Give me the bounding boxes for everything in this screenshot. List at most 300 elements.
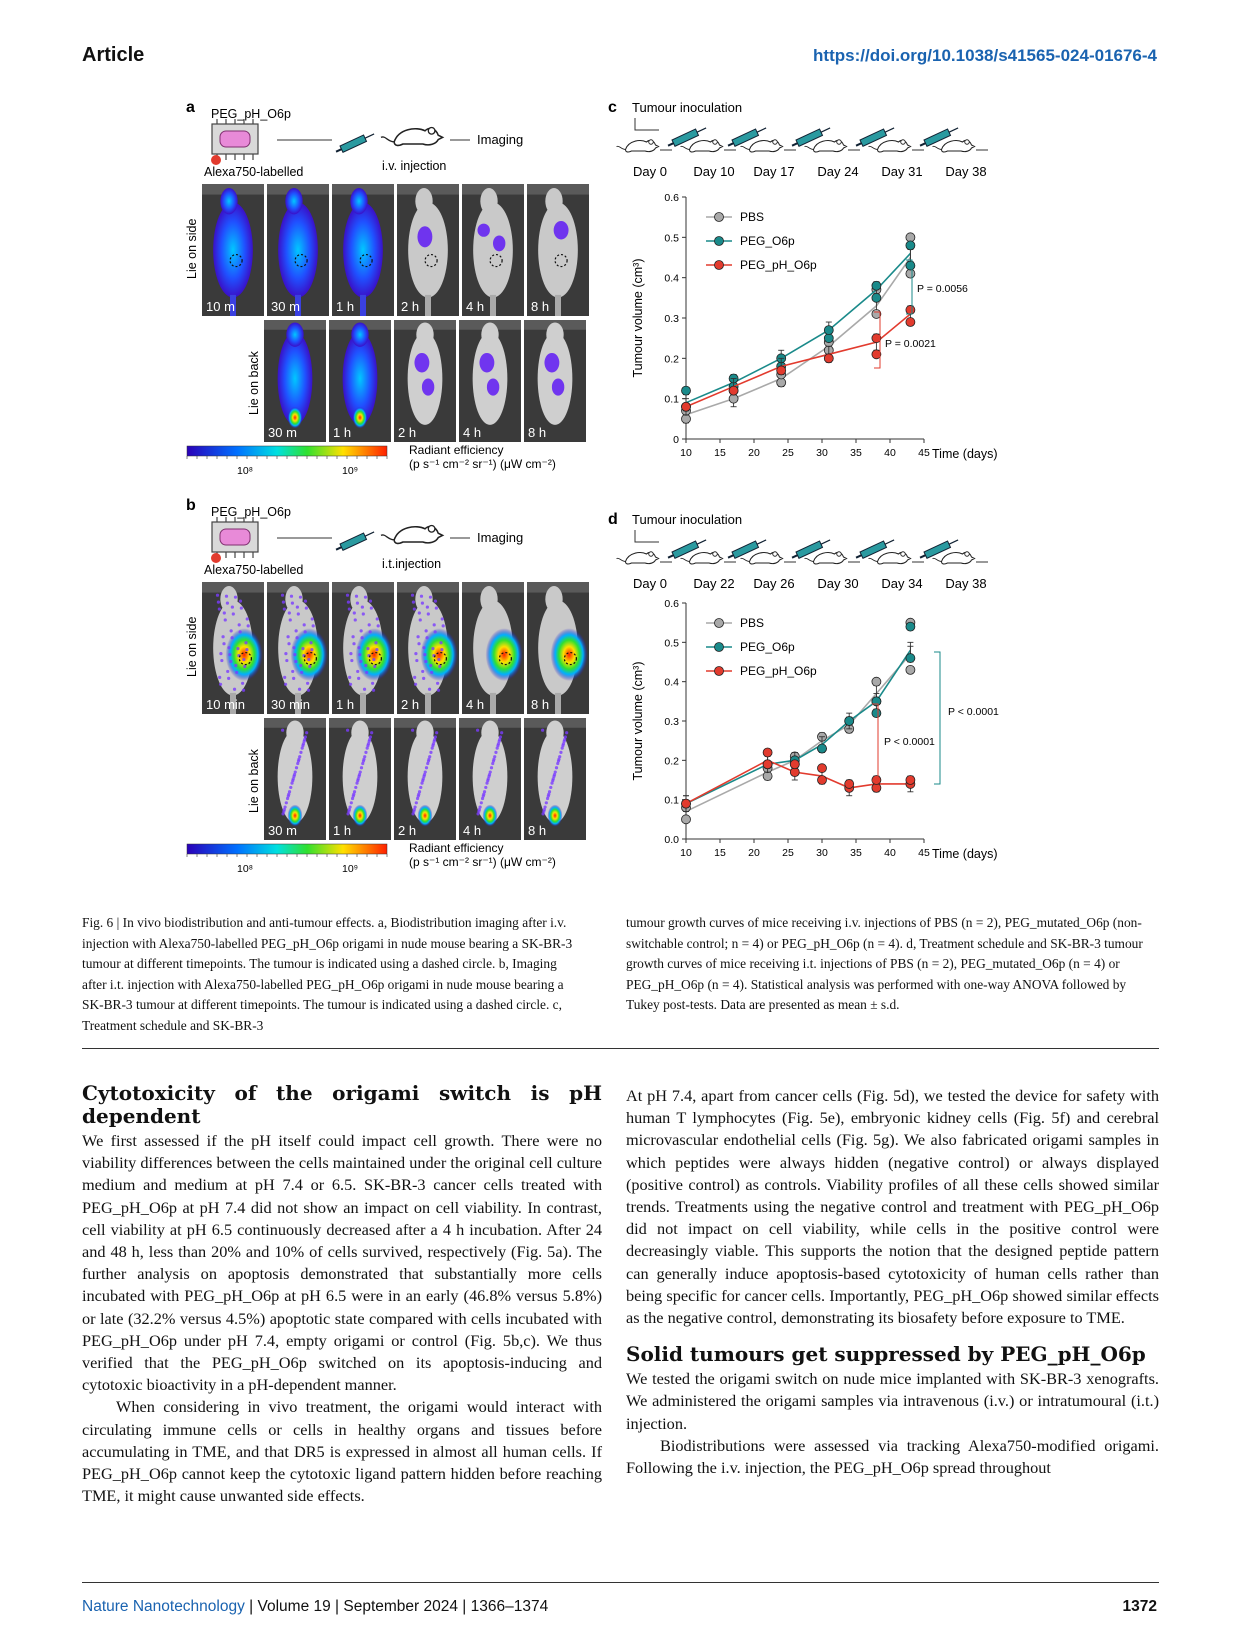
signal-speckle (286, 797, 289, 800)
data-point (872, 709, 881, 718)
mouse-head (285, 188, 302, 214)
signal-speckle (305, 731, 308, 734)
inoculation-label: Tumour inoculation (632, 100, 743, 115)
injection-label: i.v. injection (382, 159, 447, 173)
signal-speckle (430, 671, 433, 674)
imaging-tile (397, 184, 459, 316)
signal-speckle (553, 773, 556, 776)
signal-speckle (482, 793, 485, 796)
row-label-side: Lie on side (185, 616, 199, 677)
mouse-head (350, 188, 367, 214)
scale-tick-label: 10⁹ (342, 863, 359, 875)
signal-speckle (557, 758, 560, 761)
time-label: 4 h (463, 425, 482, 440)
imaging-label: Imaging (477, 530, 524, 545)
signal-speckle (374, 641, 377, 644)
signal-spot (414, 353, 429, 373)
signal-speckle (480, 801, 483, 804)
article-label: Article (82, 44, 145, 66)
signal-speckle (242, 658, 245, 661)
signal-speckle (425, 629, 428, 632)
signal-speckle (364, 664, 367, 667)
signal-speckle (281, 812, 284, 815)
signal-speckle (216, 594, 219, 597)
y-tick-label: 0.3 (664, 313, 679, 325)
syringe-plunger (728, 143, 733, 146)
time-label: 1 h (333, 823, 352, 838)
data-point (824, 326, 833, 335)
signal-speckle (364, 751, 367, 754)
signal-speckle (226, 670, 229, 673)
syringe-plunger (336, 547, 341, 550)
imaging-tile (527, 184, 589, 316)
signal-speckle (441, 617, 444, 620)
signal-speckle (545, 801, 548, 804)
mouse-head (416, 322, 433, 346)
mouse-tail (425, 693, 431, 714)
day-label: Day 24 (817, 164, 859, 179)
data-point (872, 677, 881, 686)
data-point (763, 748, 772, 757)
signal-speckle (241, 682, 244, 685)
signal-speckle (304, 600, 307, 603)
signal-speckle (427, 612, 430, 615)
signal-speckle (367, 742, 370, 745)
signal-speckle (234, 596, 237, 599)
panel-b (185, 497, 589, 875)
mouse-tail (741, 558, 750, 561)
signal-speckle (353, 611, 356, 614)
signal-speckle (301, 647, 304, 650)
mouse-head (416, 720, 433, 744)
signal-speckle (285, 659, 288, 662)
imaging-tile (202, 582, 264, 714)
signal-speckle (357, 646, 360, 649)
mouse-icon (617, 140, 659, 152)
signal-speckle (364, 596, 367, 599)
legend-marker (715, 667, 724, 676)
signal-speckle (425, 636, 428, 639)
scale-title: Radiant efficiency (409, 841, 504, 855)
signal-spot (487, 379, 499, 396)
signal-speckle (419, 786, 422, 789)
day-label: Day 30 (817, 576, 859, 591)
mouse-head (415, 586, 432, 612)
signal-speckle (223, 611, 226, 614)
signal-speckle (372, 689, 375, 692)
signal-speckle (304, 630, 307, 633)
tumour-signal (483, 805, 498, 827)
figure-canvas (82, 100, 1159, 900)
signal-speckle (423, 653, 426, 656)
signal-speckle (303, 738, 306, 741)
mouse-head (545, 188, 562, 214)
legend-label: PEG_pH_O6p (740, 664, 817, 678)
panel-letter: a (186, 100, 195, 116)
series-line (686, 253, 910, 402)
scale-tick-label: 10⁸ (237, 465, 254, 477)
signal-speckle (355, 782, 358, 785)
mouse-tail (425, 295, 431, 316)
signal-speckle (416, 635, 419, 638)
mouse-icon (869, 140, 911, 152)
y-axis-label: Tumour volume (cm³) (631, 258, 645, 378)
signal-speckle (429, 596, 432, 599)
signal-speckle (359, 660, 362, 663)
data-point (682, 815, 691, 824)
signal-speckle (283, 607, 286, 610)
mouse-tail (555, 295, 561, 316)
syringe-plunger (792, 555, 797, 558)
data-point (777, 378, 786, 387)
signal-speckle (236, 647, 239, 650)
signal-speckle (300, 671, 303, 674)
data-point (682, 402, 691, 411)
signal-speckle (244, 641, 247, 644)
signal-speckle (299, 664, 302, 667)
signal-speckle (296, 762, 299, 765)
signal-speckle (370, 731, 373, 734)
signal-speckle (281, 729, 284, 732)
signal-speckle (563, 738, 566, 741)
y-tick-label: 0.0 (664, 834, 679, 846)
panel-c (608, 100, 998, 461)
signal-speckle (492, 758, 495, 761)
signal-speckle (422, 777, 425, 780)
significance-bracket (934, 652, 940, 784)
signal-speckle (362, 612, 365, 615)
signal-speckle (227, 646, 230, 649)
signal-speckle (302, 742, 305, 745)
signal-speckle (282, 601, 285, 604)
signal-speckle (552, 777, 555, 780)
signal-spot (552, 379, 564, 396)
signal-speckle (411, 594, 414, 597)
time-label: 10 m (206, 299, 235, 314)
signal-speckle (369, 630, 372, 633)
legend-marker (715, 261, 724, 270)
signal-speckle (435, 606, 438, 609)
imaging-tile (524, 718, 586, 840)
signal-speckle (422, 677, 425, 680)
signal-speckle (227, 677, 230, 680)
signal-speckle (348, 607, 351, 610)
signal-speckle (363, 688, 366, 691)
data-point (872, 293, 881, 302)
mouse-head (480, 188, 497, 214)
x-tick-label: 40 (884, 847, 896, 859)
signal-speckle (549, 786, 552, 789)
signal-speckle (355, 595, 358, 598)
panel-letter: c (608, 100, 617, 116)
mouse-tail (933, 558, 942, 561)
signal-speckle (370, 606, 373, 609)
mouse-tail (933, 146, 942, 149)
tumour-signal (548, 805, 563, 827)
signal-speckle (348, 676, 351, 679)
mouse-ear (901, 140, 906, 145)
signal-speckle (288, 611, 291, 614)
imaging-tile (394, 320, 456, 442)
imaging-tile (332, 582, 394, 714)
signal-speckle (414, 683, 417, 686)
time-label: 2 h (401, 299, 420, 314)
syringe-needle (757, 540, 766, 544)
imaging-tile (202, 184, 264, 316)
signal-speckle (293, 773, 296, 776)
signal-speckle (433, 738, 436, 741)
time-label: 2 h (398, 425, 417, 440)
signal-speckle (434, 600, 437, 603)
signal-speckle (376, 617, 379, 620)
section-title-cytotoxicity: Cytotoxicity of the origami switch is pH dependent (82, 1081, 602, 1128)
syringe-needle (697, 128, 706, 132)
day-label: Day 10 (693, 164, 735, 179)
legend-label: PBS (740, 210, 765, 224)
figure-caption-left (82, 913, 582, 1036)
mouse-tail (617, 558, 626, 561)
data-point (682, 386, 691, 395)
signal-speckle (546, 797, 549, 800)
syringe-barrel (340, 135, 367, 152)
signal-speckle (555, 766, 558, 769)
scale-title: Radiant efficiency (409, 443, 504, 457)
scale-tick-label: 10⁹ (342, 465, 359, 477)
signal-speckle (307, 658, 310, 661)
data-point (906, 318, 915, 327)
p-value-label: P = 0.0021 (885, 338, 936, 350)
signal-speckle (292, 677, 295, 680)
signal-speckle (298, 688, 301, 691)
time-label: 2 h (398, 823, 417, 838)
x-tick-label: 30 (816, 847, 828, 859)
signal-speckle (427, 758, 430, 761)
data-point (824, 354, 833, 363)
mouse-head (285, 586, 302, 612)
signal-speckle (299, 596, 302, 599)
journal-name[interactable]: Nature Nanotechnology (82, 1598, 245, 1615)
data-point (872, 281, 881, 290)
mouse-tail (360, 693, 366, 714)
signal-speckle (312, 624, 315, 627)
signal-speckle (361, 762, 364, 765)
signal-speckle (559, 751, 562, 754)
signal-speckle (424, 660, 427, 663)
tumour-signal (486, 628, 523, 681)
mouse-tail (869, 146, 878, 149)
signal-speckle (541, 729, 544, 732)
signal-speckle (305, 606, 308, 609)
signal-spot (478, 224, 490, 237)
signal-speckle (440, 648, 443, 651)
signal-speckle (420, 595, 423, 598)
signal-speckle (283, 808, 286, 811)
signal-speckle (301, 747, 304, 750)
inoculation-label: Tumour inoculation (632, 512, 743, 527)
mouse-tail (869, 558, 878, 561)
mouse-icon (933, 552, 975, 564)
signal-speckle (436, 682, 439, 685)
signal-speckle (347, 601, 350, 604)
mouse-tail (490, 295, 496, 316)
signal-speckle (481, 797, 484, 800)
mouse-tail (555, 693, 561, 714)
mouse-icon (381, 128, 443, 146)
y-axis-label: Tumour volume (cm³) (631, 661, 645, 781)
signal-speckle (432, 742, 435, 745)
time-label: 8 h (531, 697, 550, 712)
signal-speckle (348, 808, 351, 811)
fluorophore-dot (211, 155, 221, 165)
signal-speckle (372, 658, 375, 661)
data-point (790, 760, 799, 769)
mouse-ear (428, 128, 435, 135)
signal-speckle (365, 671, 368, 674)
peptide-cluster (220, 529, 250, 545)
footer-divider (82, 1582, 1159, 1583)
legend-label: PEG_O6p (740, 640, 795, 654)
day-label: Day 34 (881, 576, 923, 591)
x-axis-label: Time (days) (932, 447, 998, 461)
syringe-needle (949, 540, 958, 544)
mouse-tail (381, 137, 394, 142)
signal-speckle (368, 738, 371, 741)
signal-speckle (431, 647, 434, 650)
signal-speckle (239, 600, 242, 603)
inoculation-arrow (635, 530, 659, 542)
signal-speckle (284, 652, 287, 655)
mouse-head (481, 322, 498, 346)
y-tick-label: 0.2 (664, 353, 679, 366)
signal-speckle (494, 751, 497, 754)
imaging-tile (267, 184, 329, 316)
signal-speckle (377, 624, 380, 627)
mouse-ear (649, 552, 654, 557)
signal-speckle (423, 773, 426, 776)
data-point (824, 334, 833, 343)
imaging-tile (264, 320, 326, 442)
data-point (906, 261, 915, 270)
signal-spot (554, 221, 569, 239)
mouse-silhouette (278, 202, 318, 297)
signal-speckle (225, 595, 228, 598)
time-label: 4 h (463, 823, 482, 838)
paragraph: Biodistributions were assessed via tracking Alexa750-modified origami. Following the i.v. injection, the PEG_pH_O6p spread throughout (626, 1435, 1159, 1478)
signal-speckle (485, 782, 488, 785)
figure-divider (82, 1048, 1159, 1049)
signal-speckle (228, 653, 231, 656)
signal-speckle (284, 683, 287, 686)
mouse-head (220, 586, 237, 612)
signal-speckle (413, 676, 416, 679)
y-tick-label: 0.1 (664, 393, 679, 406)
signal-speckle (360, 629, 363, 632)
scale-units: (p s⁻¹ cm⁻² sr⁻¹) (μW cm⁻²) (409, 457, 556, 471)
signal-speckle (425, 766, 428, 769)
signal-speckle (417, 793, 420, 796)
signal-speckle (422, 646, 425, 649)
y-tick-label: 0.4 (664, 272, 679, 285)
signal-speckle (433, 623, 436, 626)
imaging-tile (329, 320, 391, 442)
data-point (845, 779, 854, 788)
signal-speckle (562, 742, 565, 745)
tumour-signal (353, 805, 368, 827)
doi-link[interactable]: https://doi.org/10.1038/s41565-024-01676-4 (813, 46, 1157, 65)
data-point (845, 717, 854, 726)
x-tick-label: 30 (816, 447, 828, 459)
signal-speckle (414, 652, 417, 655)
signal-speckle (368, 623, 371, 626)
x-tick-label: 20 (748, 847, 760, 859)
syringe-plunger (336, 149, 341, 152)
signal-speckle (308, 665, 311, 668)
signal-speckle (356, 602, 359, 605)
signal-speckle (297, 758, 300, 761)
tumour-signal (353, 407, 368, 429)
paragraph: When considering in vivo treatment, the origami would interact with circulating immune cells or cells in healthy organs and tissues before accumulating in TME, and that DR5 is expressed in almost all human cells. If PEG_pH_O6p cannot keep the cytotoxic ligand pattern hidden before reaching TME, it might cause unwanted side effects. (82, 1397, 602, 1506)
imaging-tile (527, 582, 589, 714)
scale-units: (p s⁻¹ cm⁻² sr⁻¹) (μW cm⁻²) (409, 855, 556, 869)
signal-speckle (415, 659, 418, 662)
signal-speckle (219, 683, 222, 686)
signal-speckle (354, 618, 357, 621)
signal-speckle (235, 671, 238, 674)
x-tick-label: 10 (680, 847, 692, 859)
signal-speckle (352, 642, 355, 645)
day-label: Day 22 (693, 576, 735, 591)
data-point (906, 665, 915, 674)
legend-label: PEG_pH_O6p (740, 258, 817, 272)
signal-speckle (498, 738, 501, 741)
signal-speckle (283, 676, 286, 679)
signal-speckle (287, 642, 290, 645)
signal-speckle (295, 629, 298, 632)
signal-speckle (358, 773, 361, 776)
fluorophore-dot (211, 553, 221, 563)
mouse-ear (713, 140, 718, 145)
y-tick-label: 0.6 (664, 598, 679, 610)
mouse-tail (381, 535, 394, 540)
signal-speckle (222, 642, 225, 645)
y-tick-label: 0.5 (664, 232, 679, 245)
syringe-needle (365, 134, 374, 138)
signal-speckle (431, 747, 434, 750)
mouse-tail (805, 146, 814, 149)
syringe-needle (757, 128, 766, 132)
row-label-back: Lie on back (247, 351, 261, 415)
legend-marker (715, 643, 724, 652)
panel-letter: b (186, 497, 196, 514)
signal-speckle (421, 602, 424, 605)
syringe-needle (821, 540, 830, 544)
y-tick-label: 0 (673, 434, 679, 446)
mouse-silhouette (473, 202, 513, 297)
time-label: 30 min (271, 697, 311, 712)
time-label: 8 h (528, 425, 547, 440)
signal-spot (422, 379, 434, 396)
construct-label: PEG_pH_O6p (211, 505, 291, 519)
y-tick-label: 0.3 (664, 716, 679, 728)
signal-speckle (224, 618, 227, 621)
time-label: 2 h (401, 697, 420, 712)
signal-speckle (246, 617, 249, 620)
syringe-needle (821, 128, 830, 132)
mouse-head (415, 188, 432, 214)
y-tick-label: 0.5 (664, 637, 679, 650)
mouse-ear (901, 552, 906, 557)
syringe-plunger (792, 143, 797, 146)
